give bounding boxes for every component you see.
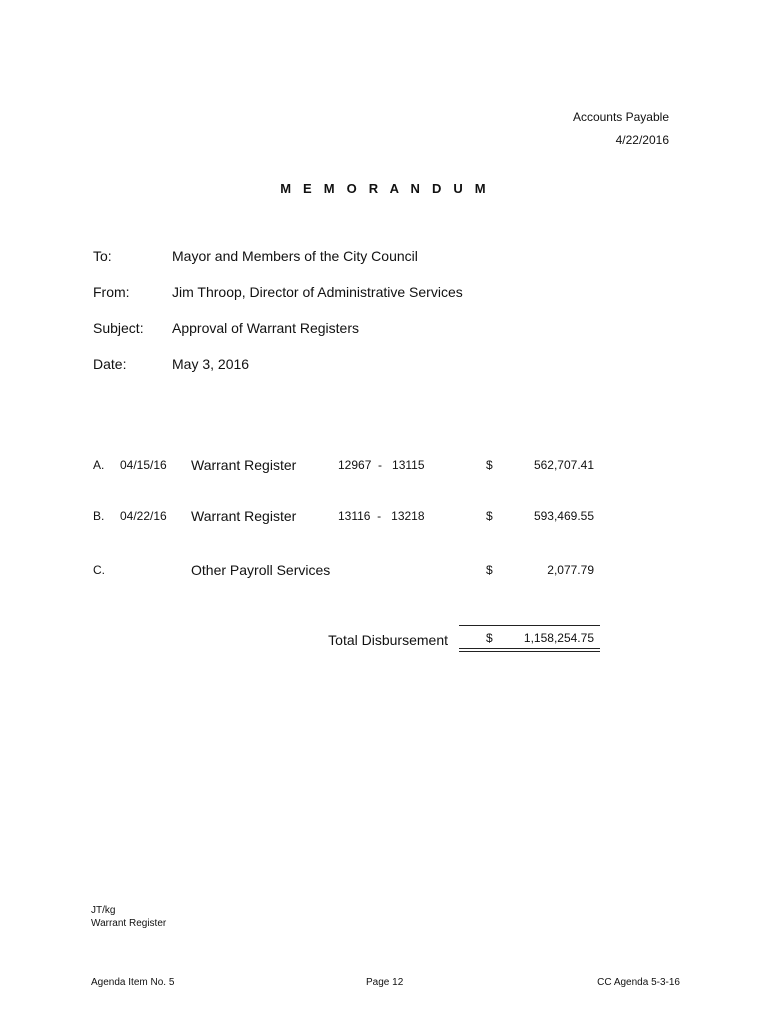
row-description: Other Payroll Services	[191, 562, 331, 578]
footer-agenda-item: Agenda Item No. 5	[91, 977, 175, 988]
row-amount: 562,707.41	[533, 458, 594, 472]
total-currency: $	[486, 631, 493, 645]
row-letter: A.	[93, 458, 105, 472]
total-top-rule	[459, 625, 600, 626]
row-currency: $	[486, 458, 493, 472]
row-currency: $	[486, 563, 493, 577]
row-amount: 593,469.55	[533, 509, 594, 523]
row-description: Warrant Register	[191, 508, 297, 524]
row-date: 04/15/16	[120, 458, 167, 472]
department-label: Accounts Payable	[572, 110, 669, 124]
row-currency: $	[486, 509, 493, 523]
row-date: 04/22/16	[120, 509, 167, 523]
memo-title: M E M O R A N D U M	[280, 181, 490, 196]
total-label: Total Disbursement	[328, 632, 448, 648]
date-value: May 3, 2016	[172, 356, 250, 372]
row-range: 13116 - 13218	[338, 509, 425, 523]
total-double-rule-bottom	[459, 651, 600, 652]
row-amount: 2,077.79	[547, 563, 594, 577]
from-value: Jim Throop, Director of Administrative Services	[172, 284, 463, 300]
total-amount: 1,158,254.75	[523, 631, 594, 645]
footer-page-number: Page 12	[366, 977, 404, 988]
subject-label: Subject:	[93, 320, 144, 336]
date-label: Date:	[93, 356, 127, 372]
to-label: To:	[93, 248, 112, 264]
author-initials: JT/kg	[91, 905, 116, 916]
header-date: 4/22/2016	[615, 133, 669, 147]
from-label: From:	[93, 284, 130, 300]
row-letter: C.	[93, 563, 105, 577]
row-range: 12967 - 13115	[338, 458, 425, 472]
to-value: Mayor and Members of the City Council	[172, 248, 418, 264]
total-double-rule-top	[459, 648, 600, 649]
subject-value: Approval of Warrant Registers	[172, 320, 359, 336]
row-description: Warrant Register	[191, 457, 297, 473]
row-letter: B.	[93, 509, 105, 523]
attachment-note: Warrant Register	[91, 918, 167, 929]
footer-agenda-date: CC Agenda 5-3-16	[597, 977, 680, 988]
